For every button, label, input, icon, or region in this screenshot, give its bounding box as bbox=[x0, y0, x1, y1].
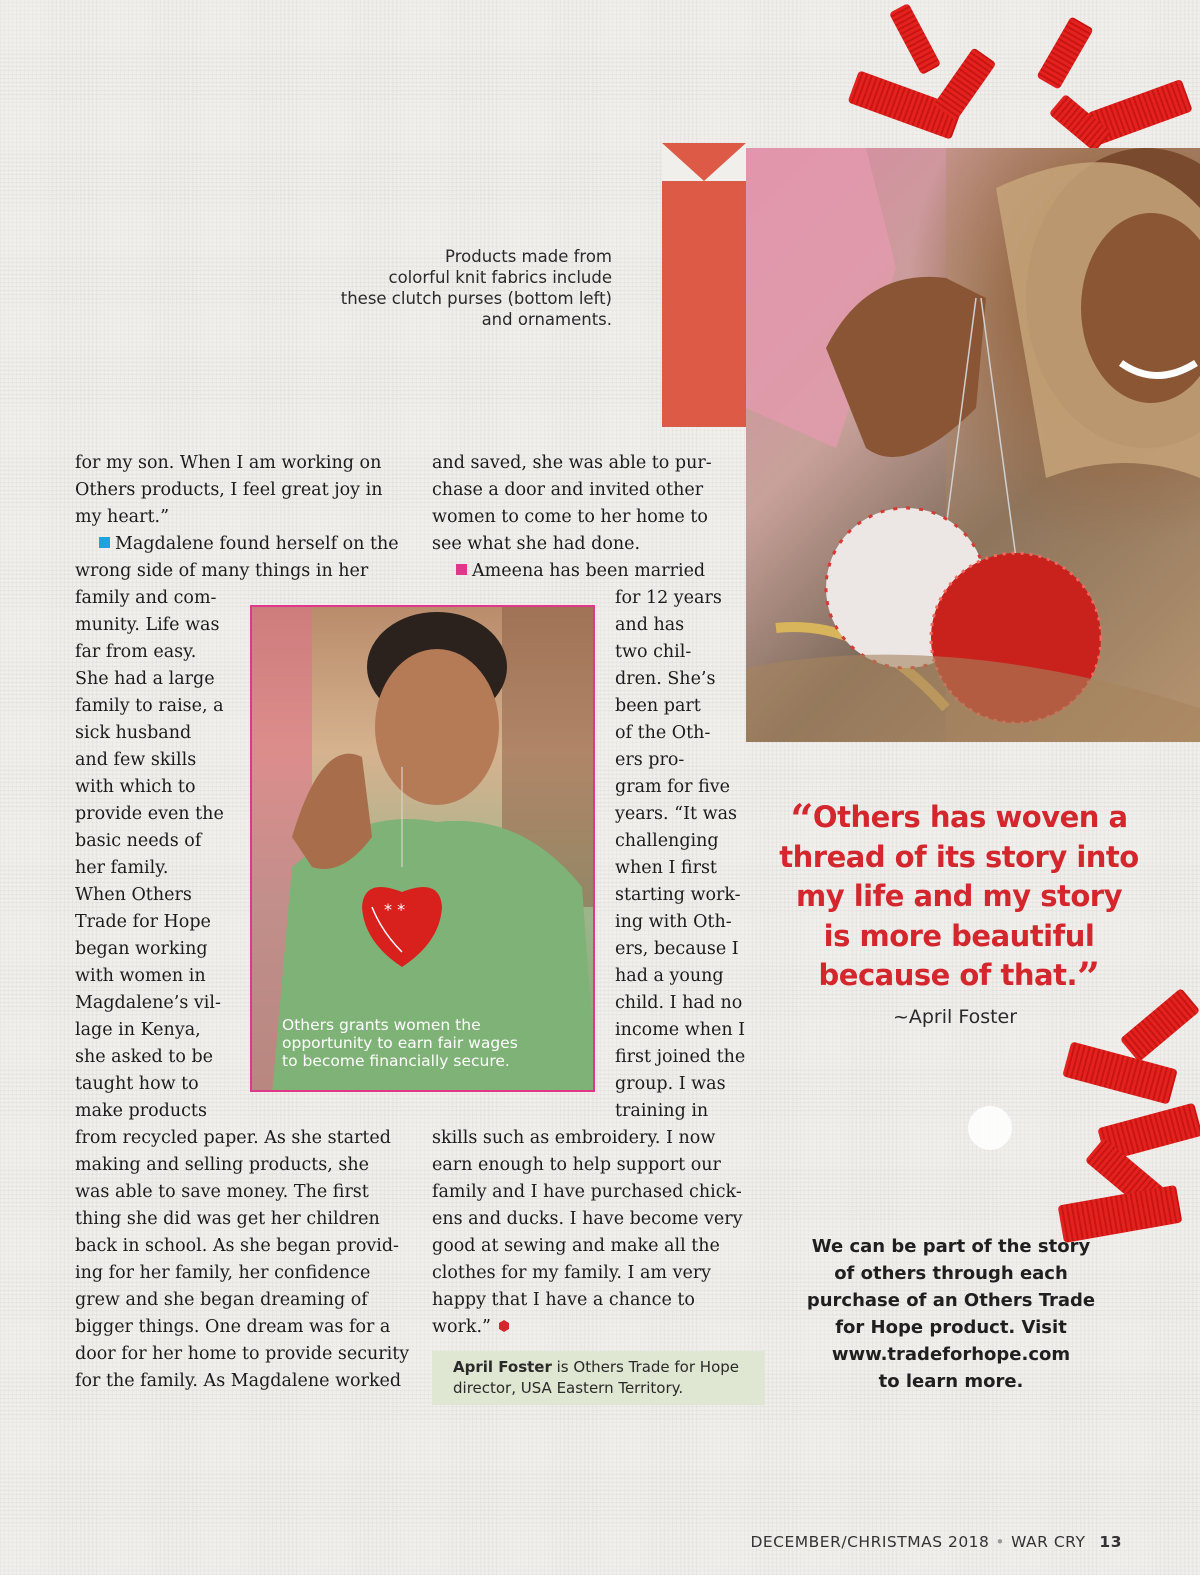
page-footer bbox=[700, 1533, 1122, 1551]
body-line: her family. bbox=[75, 858, 169, 878]
body-line: earn enough to help support our bbox=[432, 1155, 721, 1175]
promo-line: to learn more. bbox=[878, 1371, 1024, 1392]
column-2-narrow bbox=[615, 585, 745, 1125]
body-line: see what she had done. bbox=[432, 534, 641, 554]
body-line: she asked to be bbox=[75, 1047, 214, 1067]
caption-line: opportunity to earn fair wages bbox=[282, 1034, 518, 1052]
body-line: provide even the bbox=[75, 804, 224, 824]
column-2-bottom bbox=[432, 1125, 743, 1341]
body-line: with women in bbox=[75, 966, 206, 986]
body-line: ing for her family, her confidence bbox=[75, 1263, 371, 1283]
body-line bbox=[432, 1314, 743, 1341]
body-line: began working bbox=[75, 939, 208, 959]
body-line bbox=[432, 558, 712, 585]
column-1-bottom bbox=[75, 1125, 409, 1395]
body-line: had a young bbox=[615, 966, 724, 986]
body-line: bigger things. One dream was for a bbox=[75, 1317, 391, 1337]
ribbon-notch bbox=[662, 143, 746, 181]
body-line bbox=[75, 531, 399, 558]
body-line: was able to save money. The first bbox=[75, 1182, 369, 1202]
bio-name: April Foster bbox=[453, 1358, 552, 1376]
body-line: when I first bbox=[615, 858, 717, 878]
body-line: ing with Oth- bbox=[615, 912, 732, 932]
end-mark-icon bbox=[497, 1319, 511, 1333]
body-line: far from easy. bbox=[75, 642, 197, 662]
body-line: for the family. As Magdalene worked bbox=[75, 1371, 402, 1391]
body-line: women to come to her home to bbox=[432, 507, 708, 527]
body-line: and has bbox=[615, 615, 685, 635]
promo-line: purchase of an Others Trade bbox=[806, 1290, 1096, 1311]
body-line: chase a door and invited other bbox=[432, 480, 704, 500]
body-line: make products bbox=[75, 1101, 207, 1121]
quote-line: thread of its story into bbox=[779, 839, 1139, 874]
body-line: good at sewing and make all the bbox=[432, 1236, 720, 1256]
body-line: for 12 years bbox=[615, 588, 722, 608]
body-line: lage in Kenya, bbox=[75, 1020, 201, 1040]
quote-line: my life and my story bbox=[795, 879, 1123, 913]
bio-line-1 bbox=[453, 1357, 755, 1378]
caption-line: and ornaments. bbox=[481, 310, 612, 329]
body-line-text: work.” bbox=[432, 1317, 491, 1337]
body-line: of the Oth- bbox=[615, 723, 711, 743]
body-line: sick husband bbox=[75, 723, 192, 743]
body-line: starting work- bbox=[615, 885, 741, 905]
caption-line: these clutch purses (bottom left) bbox=[340, 289, 612, 308]
promo-line: for Hope product. Visit bbox=[835, 1317, 1067, 1338]
body-line: dren. She’s bbox=[615, 669, 716, 689]
body-line: with which to bbox=[75, 777, 196, 797]
page-number: 13 bbox=[1099, 1533, 1122, 1551]
body-line: She had a large bbox=[75, 669, 215, 689]
call-to-action bbox=[796, 1233, 1106, 1395]
body-line: group. I was bbox=[615, 1074, 726, 1094]
body-line-text: Magdalene found herself on the bbox=[115, 534, 399, 554]
caption-line: Products made from bbox=[445, 247, 612, 266]
section-bullet-blue bbox=[99, 537, 110, 548]
body-line: basic needs of bbox=[75, 831, 202, 851]
body-line: ers pro- bbox=[615, 750, 685, 770]
section-bullet-pink bbox=[456, 564, 467, 575]
photo-woman-with-ornaments bbox=[746, 148, 1200, 742]
ribbon-bookmark bbox=[662, 143, 746, 427]
body-line: taught how to bbox=[75, 1074, 199, 1094]
close-quote-icon: ” bbox=[1076, 954, 1100, 1001]
bio-title: is Others Trade for Hope bbox=[551, 1358, 740, 1376]
body-line: years. “It was bbox=[615, 804, 737, 824]
body-line: family to raise, a bbox=[75, 696, 224, 716]
body-line: ers, because I bbox=[615, 939, 739, 959]
promo-line: of others through each bbox=[834, 1263, 1068, 1284]
body-line: skills such as embroidery. I now bbox=[432, 1128, 716, 1148]
quote-line: Others has woven a bbox=[812, 800, 1128, 834]
body-line: challenging bbox=[615, 831, 719, 851]
body-line: and few skills bbox=[75, 750, 197, 770]
body-line: child. I had no bbox=[615, 993, 743, 1013]
quote-line: because of that. bbox=[818, 958, 1077, 992]
bio-line-2: director, USA Eastern Territory. bbox=[453, 1379, 684, 1397]
body-line: Trade for Hope bbox=[75, 912, 211, 932]
body-line: thing she did was get her children bbox=[75, 1209, 380, 1229]
body-line: training in bbox=[615, 1101, 709, 1121]
body-line: door for her home to provide security bbox=[75, 1344, 410, 1364]
column-2-top bbox=[432, 450, 712, 585]
body-line: munity. Life was bbox=[75, 615, 220, 635]
author-bio bbox=[432, 1351, 765, 1405]
body-line: making and selling products, she bbox=[75, 1155, 370, 1175]
body-line: Magdalene’s vil- bbox=[75, 993, 221, 1013]
photo-caption-products bbox=[300, 246, 612, 330]
column-1-top bbox=[75, 450, 399, 585]
body-line: my heart.” bbox=[75, 507, 170, 527]
body-line: been part bbox=[615, 696, 701, 716]
body-line: two chil- bbox=[615, 642, 692, 662]
body-line: gram for five bbox=[615, 777, 731, 797]
photo-caption-fair-wages bbox=[282, 1016, 582, 1070]
caption-line: Others grants women the bbox=[282, 1016, 481, 1034]
body-line: and saved, she was able to pur- bbox=[432, 453, 712, 473]
pull-quote bbox=[770, 796, 1148, 1001]
body-line: wrong side of many things in her bbox=[75, 561, 369, 581]
open-quote-icon: “ bbox=[790, 796, 813, 843]
promo-line: We can be part of the story bbox=[811, 1236, 1091, 1257]
body-line: first joined the bbox=[615, 1047, 746, 1067]
quote-attribution: ~April Foster bbox=[892, 1006, 1018, 1028]
body-line: grew and she began dreaming of bbox=[75, 1290, 368, 1310]
svg-text:* *: * * bbox=[384, 900, 406, 919]
body-line-text: Ameena has been married bbox=[472, 561, 706, 581]
quote-line: is more beautiful bbox=[823, 918, 1095, 953]
body-line: Others products, I feel great joy in bbox=[75, 480, 383, 500]
column-1-narrow bbox=[75, 585, 224, 1125]
caption-line: to become financially secure. bbox=[282, 1052, 510, 1070]
issue-date: DECEMBER/CHRISTMAS 2018 bbox=[750, 1533, 990, 1551]
body-line: When Others bbox=[75, 885, 192, 905]
body-line: ens and ducks. I have become very bbox=[432, 1209, 743, 1229]
body-line: back in school. As she began provid- bbox=[75, 1236, 399, 1256]
body-line: family and I have purchased chick- bbox=[432, 1182, 742, 1202]
body-line: income when I bbox=[615, 1020, 746, 1040]
body-line: from recycled paper. As she started bbox=[75, 1128, 391, 1148]
body-line: happy that I have a chance to bbox=[432, 1290, 695, 1310]
magazine-name: WAR CRY bbox=[1011, 1533, 1086, 1551]
body-line: for my son. When I am working on bbox=[75, 453, 382, 473]
separator-dot: • bbox=[995, 1533, 1006, 1551]
caption-line: colorful knit fabrics include bbox=[388, 268, 612, 287]
body-line: clothes for my family. I am very bbox=[432, 1263, 712, 1283]
body-line: family and com- bbox=[75, 588, 217, 608]
promo-url[interactable]: www.tradeforhope.com bbox=[831, 1344, 1071, 1365]
